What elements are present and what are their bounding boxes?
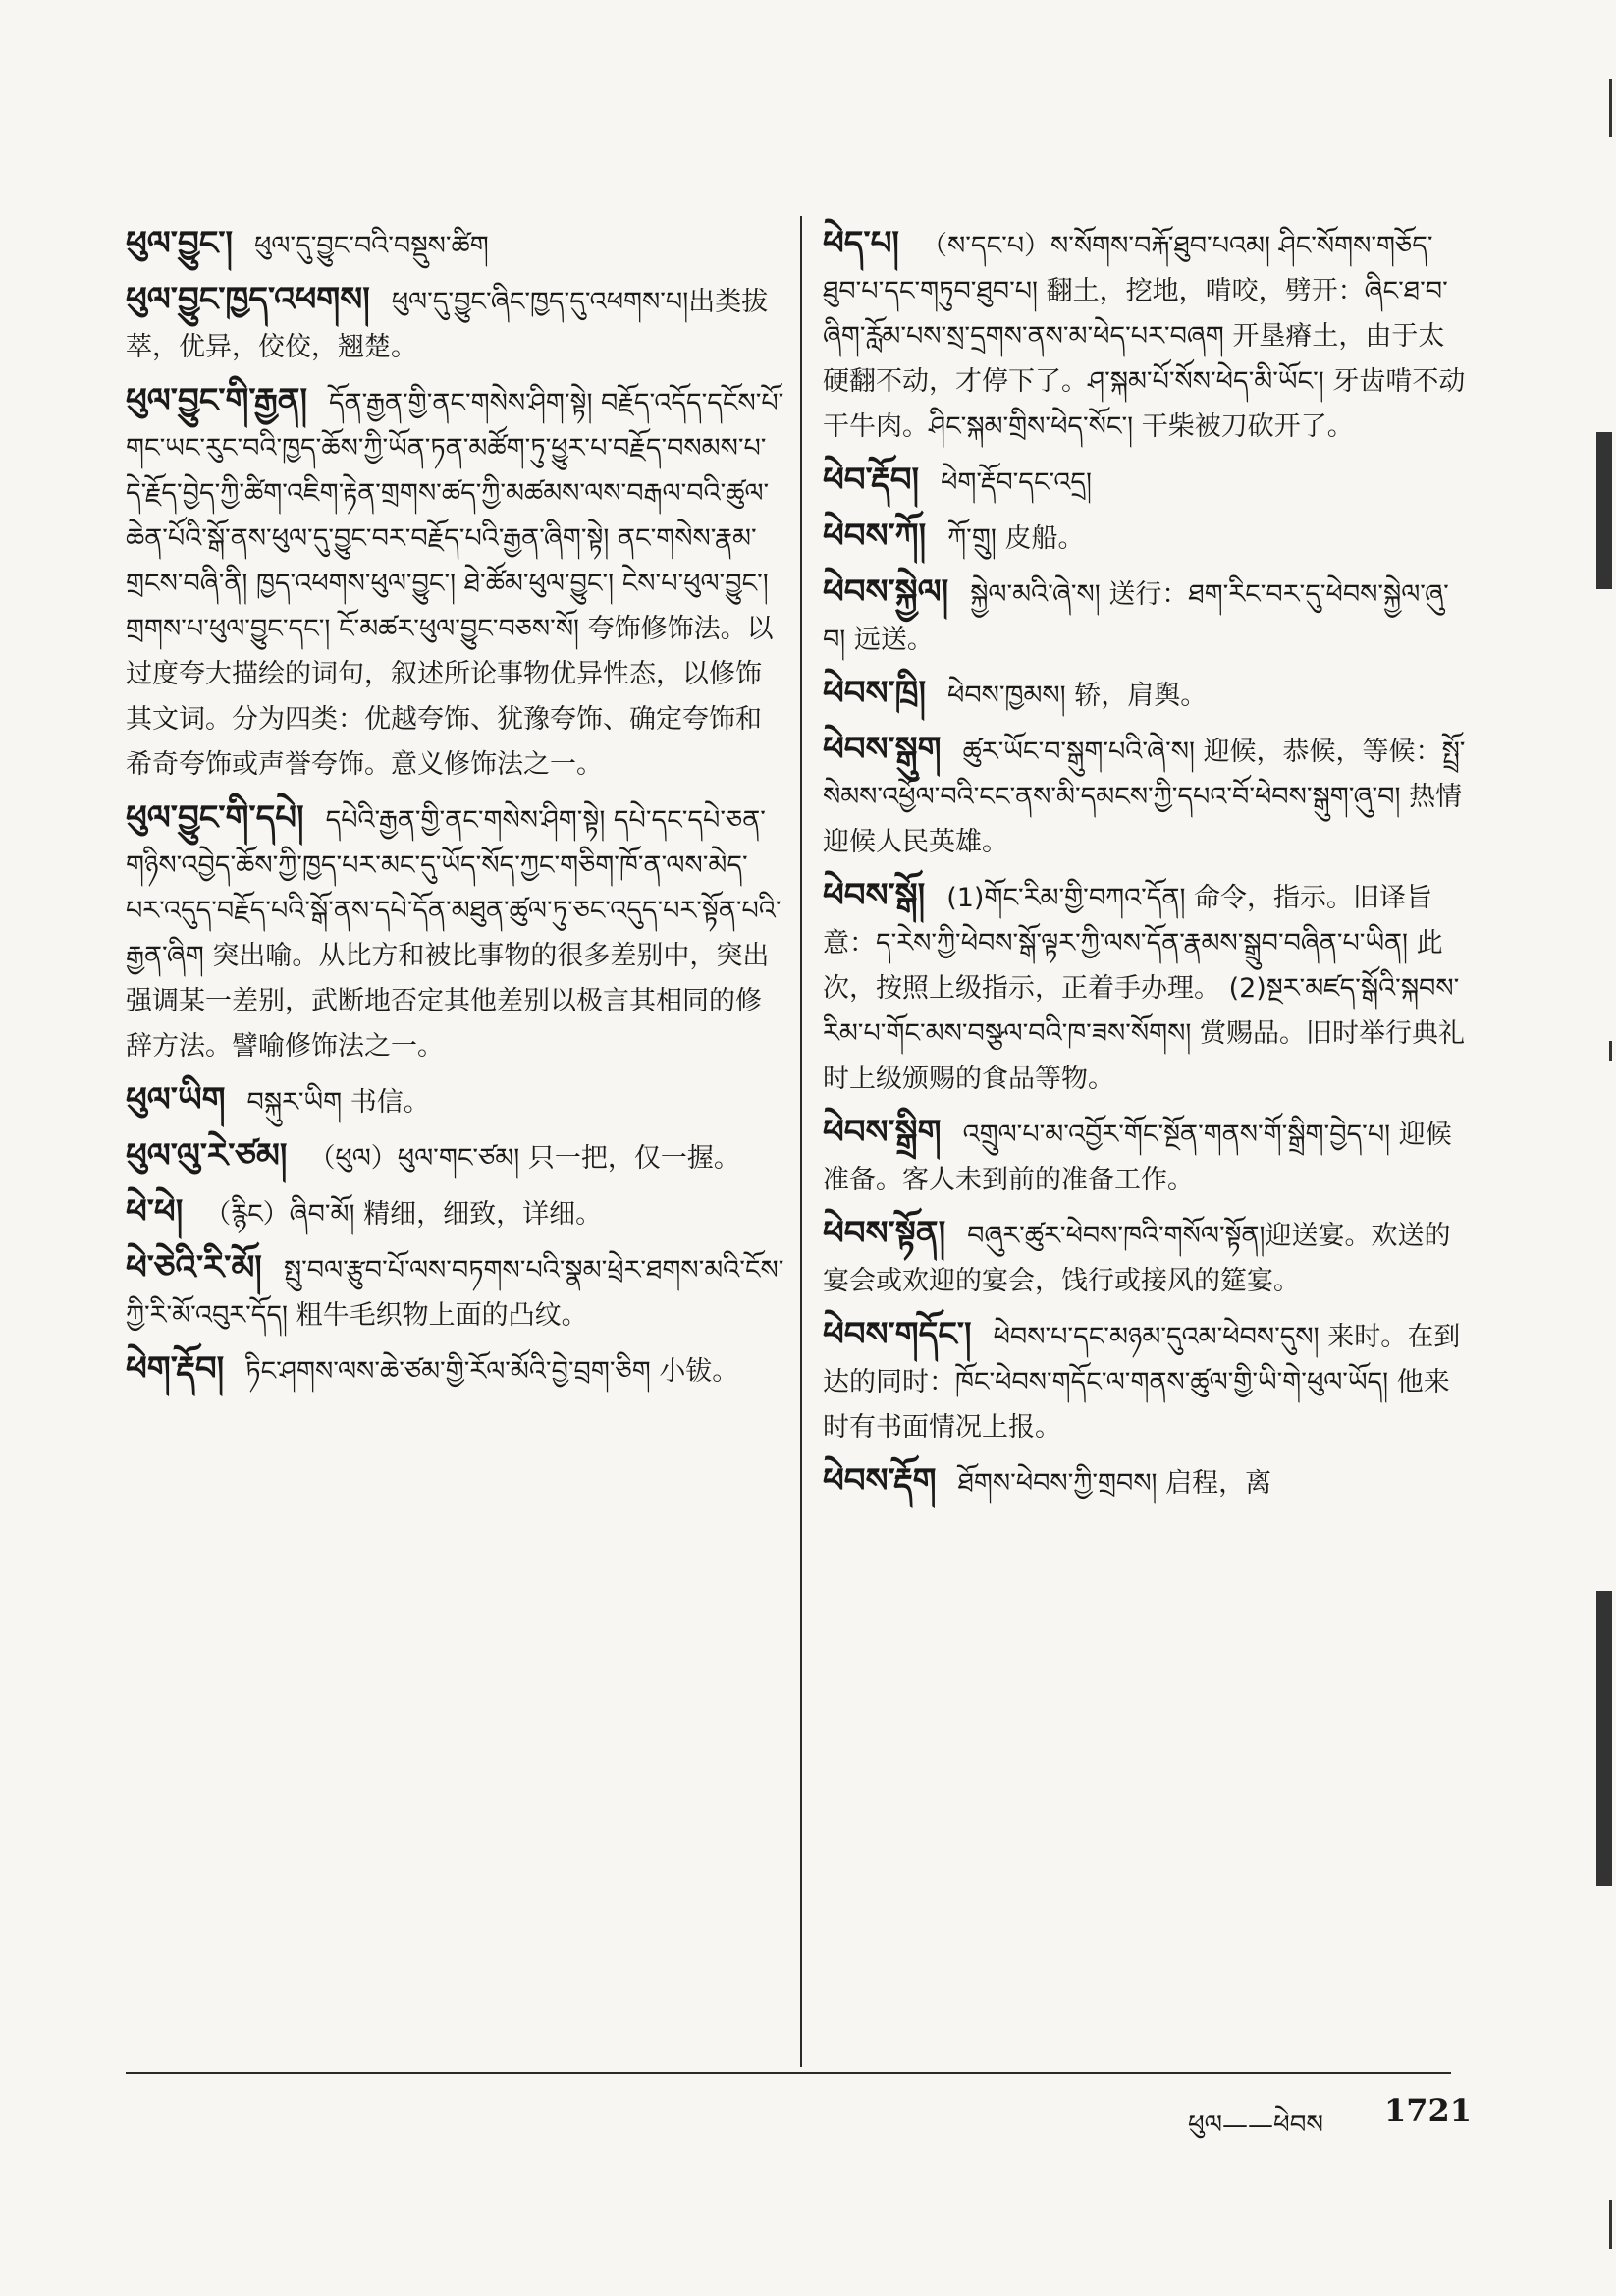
definition-chinese: 出类拔萃，优异，佼佼，翘楚。: [126, 287, 769, 362]
definition-chinese: 书信。: [350, 1087, 430, 1118]
example-chinese: 远送。: [853, 625, 934, 655]
page-number: 1721: [1384, 2092, 1473, 2129]
headword: ཕུལ་ལུ་རེ་ཙམ།: [126, 1136, 288, 1175]
definition-tibetan: ཕེག་རྡོབ་དང་འདྲ།: [941, 467, 1093, 498]
headword: ཕུལ་བྱུང་གི་དཔེ།: [126, 798, 304, 838]
entry: [823, 671, 1471, 719]
example-chinese: 他来时有书面情况上报。: [823, 1367, 1450, 1443]
definition-tibetan: ཕུལ་དུ་བྱུང་ཞིང་ཁྱད་དུ་འཕགས་པ།: [391, 287, 689, 317]
example-chinese: 此次，按照上级指示，正着手办理。: [823, 928, 1443, 1004]
headword: ཕེབས་རྡོག: [823, 1461, 937, 1501]
definition-chinese: 精细，细致，详细。: [363, 1199, 603, 1230]
example-chinese: 热情迎候人民英雄。: [823, 782, 1463, 857]
definition-tibetan: (1)གོང་རིམ་གྱི་བཀའ་དོན།: [946, 883, 1186, 913]
example-tibetan: ཤིང་སྐམ་གྲིས་ཕེད་སོང་།: [929, 411, 1134, 442]
definition-tibetan: ཏིང་ཤགས་ལས་ཆེ་ཙམ་གྱི་རོལ་མོའི་བྱེ་བྲག་ཅིག: [245, 1356, 651, 1387]
entry: [126, 221, 785, 269]
definition-chinese: 迎候，恭候，等候：: [1203, 737, 1442, 767]
headword: ཕེ་ཅེའི་རི་མོ།: [126, 1248, 262, 1287]
headword: ཕེབས་གདོང་།: [823, 1315, 972, 1354]
entry: [823, 570, 1471, 663]
edge-mark: [1596, 432, 1612, 589]
definition-tibetan: བསྐུར་ཡིག: [246, 1087, 343, 1118]
definition-tibetan: ཐོགས་ཕེབས་ཀྱི་གྲབས།: [957, 1468, 1158, 1499]
entry: [823, 1110, 1471, 1203]
entry: [823, 873, 1471, 1102]
example-chinese: 干柴被刀砍开了。: [1141, 411, 1354, 442]
definition-tibetan: འགྲུལ་པ་མ་འབྱོར་གོང་སྔོན་གནས་གོ་སྒྲིག་བྱེད་པ།: [962, 1120, 1391, 1150]
definition-chinese: 翻土，挖地，啃咬，劈开：: [1046, 276, 1365, 306]
definition-chinese: 夸饰修饰法。以过度夸大描绘的词句，叙述所论事物优异性态，以修饰其文词。分为四类：优越夸饰、犹豫夸饰、确定夸饰和希奇夸饰或声誉夸饰。意义修饰法之一。: [126, 614, 774, 780]
definition-chinese: 粗牛毛织物上面的凸纹。: [296, 1300, 588, 1331]
entry: [823, 1211, 1471, 1304]
definition-chinese: 突出喻。从比方和被比事物的很多差别中，突出强调某一差别，武断地否定其他差别以极言其相同的修辞方法。譬喻修饰法之一。: [126, 941, 770, 1062]
definition-chinese: 轿，肩舆。: [1074, 681, 1208, 711]
example-tibetan: ཞིང་ཐ་བ་ཞིག་རློམ་པས་སྲ་དྲགས་ནས་མ་ཕེད་པར་བཞག: [823, 276, 1448, 352]
headword: ཕེབས་སྒོ།: [823, 876, 926, 915]
headword: ཕེག་རྡོབ།: [126, 1349, 225, 1389]
headword: ཕེབ་རྡོབ།: [823, 461, 920, 500]
entry: [126, 1245, 785, 1339]
definition-chinese: 小钹。: [659, 1356, 739, 1387]
headword: ཕེད་པ།: [823, 224, 899, 263]
entry: [126, 378, 785, 788]
definition-tibetan: སྐྱེལ་མའི་ཞེ་ས།: [970, 579, 1101, 610]
definition-chinese: 迎候准备。客人未到前的准备工作。: [823, 1120, 1452, 1195]
definition-chinese: 送行：: [1108, 579, 1189, 610]
example-tibetan: སྤྲོ་སེམས་འཕྱོལ་བའི་ངང་ནས་མི་དམངས་ཀྱི་དཔའ་བོ་ཕེབས་སྒུག་ཞུ་བ།: [823, 737, 1466, 812]
edge-mark: [1609, 79, 1612, 137]
headword: ཕེབས་སྒུག: [823, 730, 942, 769]
headword: ཕུལ་བྱུང་ཁྱད་འཕགས།: [126, 280, 370, 319]
example-tibetan: ཁོང་ཕེབས་གདོང་ལ་གནས་ཚུལ་གྱི་ཡི་གེ་ཕུལ་ཡོད།: [955, 1367, 1389, 1397]
definition-tibetan: བཞུར་ཚུར་ཕེབས་ཁའི་གསོལ་སྟོན།: [967, 1221, 1266, 1251]
headword: ཕུལ་བྱུང་།: [126, 224, 234, 263]
example-tibetan: ཐག་རིང་བར་དུ་ཕེབས་སྐྱེལ་ཞུ་བ།: [823, 579, 1449, 655]
entry: [823, 221, 1471, 450]
entry: [126, 1077, 785, 1125]
definition-chinese: 迎送宴。欢送的宴会或欢迎的宴会，饯行或接风的筵宴。: [823, 1221, 1451, 1296]
scan-edge-marks: [1587, 59, 1616, 2259]
definition-tibetan: ཕེབས་པ་དང་མཉམ་དུའམ་ཕེབས་དུས།: [993, 1322, 1320, 1352]
entry: [823, 514, 1471, 562]
definition-tibetan: དཔེའི་རྒྱན་གྱི་ནང་གསེས་ཤིག་སྟེ། དཔེ་དང་དཔེ་ཅན་གཉིས་འབྱེད་ཆོས་ཀྱི་ཁྱད་པར་མང་དུ་ཡོད་སོད་ཀྱང་གཅིག་ཁོ་ན་ལས་མེད་པར་འདུད་བརྗོད་པའི་སྒོ་ནས་དཔེ་དོན་མཐུན་ཚུལ་ཏུ་ཅང་འདུད་པར་སྟོན་པའི་རྒྱན་ཞིག: [126, 805, 781, 971]
entry: [126, 277, 785, 370]
entry: [126, 795, 785, 1069]
definition-tibetan: （ཕུལ）ཕུལ་གང་ཙམ།: [308, 1143, 520, 1174]
definition-tibetan: སྤུ་བལ་རྩུབ་པོ་ལས་བཏགས་པའི་སྣམ་ཕྲེར་ཐགས་མའི་ངོས་ཀྱི་རི་མོ་འབུར་དོད།: [126, 1255, 784, 1331]
definition-chinese: 命令，指示。旧译旨意：: [823, 883, 1433, 958]
definition-tibetan: （རྙིང）ཞིབ་མོ།: [204, 1199, 355, 1230]
definition-tibetan: ཚུར་ཡོང་བ་སྒུག་པའི་ཞེ་ས།: [962, 737, 1195, 767]
entry: [126, 1346, 785, 1394]
entry: [823, 727, 1471, 865]
guide-words: ཕུལ——ཕེབས: [1188, 2110, 1323, 2140]
footer-rule: [126, 2072, 1451, 2074]
entry: [126, 1133, 785, 1181]
edge-mark: [1609, 2200, 1612, 2249]
example-tibetan: (2)སྔར་མཛད་སྒོའི་སྐབས་རིམ་པ་གོང་མས་བསྩལ་བའི་ཁ་ཟས་སོགས།: [823, 973, 1460, 1049]
entry: [823, 1458, 1471, 1506]
edge-mark: [1609, 1041, 1612, 1061]
headword: ཕུལ་བྱུང་གི་རྒྱན།: [126, 381, 308, 420]
headword: ཕེབས་སྐྱེལ།: [823, 573, 949, 612]
entry: [823, 1312, 1471, 1450]
left-column: [126, 221, 785, 1402]
entry: [823, 458, 1471, 506]
definition-chinese: 只一把，仅一握。: [527, 1143, 740, 1174]
definition-chinese: 启程，离: [1165, 1468, 1272, 1499]
example-tibetan: ཤ་སྐམ་པོ་སོས་ཕེད་མི་ཡོང་།: [1088, 366, 1324, 397]
definition-chinese: 来时。在到达的同时：: [823, 1322, 1461, 1397]
headword: ཕེབས་ཁྲི།: [823, 674, 927, 713]
example-chinese: 开垦瘠土，由于太硬翻不动，才停下了。: [823, 321, 1445, 397]
definition-tibetan: དོན་རྒྱན་གྱི་ནང་གསེས་ཤིག་སྟེ། བརྗོད་འདོད་དངོས་པོ་གང་ཡང་རུང་བའི་ཁྱད་ཆོས་ཀྱི་ཡོན་ཏན་མཚོག་ཏུ་ཕྱུར་པ་བརྗོད་བསམས་པ་དེ་རྗོད་བྱེད་ཀྱི་ཚིག་འཇིག་རྟེན་གྲགས་ཚད་ཀྱི་མཚམས་ལས་བརྒལ་བའི་ཚུལ་ཆེན་པོའི་སྒོ་ནས་ཕུལ་དུ་བྱུང་བར་བརྗོད་པའི་རྒྱན་ཞིག་སྟེ། ནང་གསེས་རྣམ་གྲངས་བཞི་ནི། ཁྱད་འཕགས་ཕུལ་བྱུང་། ཐེ་ཚོམ་ཕུལ་བྱུང་། ངེས་པ་ཕུལ་བྱུང་། གྲགས་པ་ཕུལ་བྱུང་དང་། ངོ་མཚར་ཕུལ་བྱུང་བཅས་སོ།: [126, 388, 784, 644]
headword: ཕེབས་སྟོན།: [823, 1214, 946, 1253]
right-column: [823, 221, 1471, 1514]
definition-tibetan: （ས་དང་པ）ས་སོགས་བརྐོ་ཐུབ་པའམ། ཤིང་སོགས་གཅོད་ཐུབ་པ་དང་གཏུབ་ཐུབ་པ།: [823, 231, 1433, 306]
definition-chinese: 皮船。: [1004, 523, 1085, 554]
headword: ཕེབས་སྒྲིག: [823, 1113, 942, 1152]
headword: ཕེབས་ཀོ།: [823, 517, 927, 556]
headword: ཕེ་ཕེ།: [126, 1192, 184, 1231]
edge-mark: [1596, 1591, 1612, 1886]
headword: ཕུལ་ཡིག: [126, 1080, 226, 1120]
definition-tibetan: ཕེབས་ཁྱམས།: [947, 681, 1066, 711]
example-chinese: 牙齿啃不动干牛肉。: [823, 366, 1466, 442]
entry: [126, 1189, 785, 1237]
column-divider: [800, 216, 802, 2067]
definition-tibetan: ཕུལ་དུ་བྱུང་བའི་བསྡུས་ཚིག: [254, 231, 489, 261]
example-chinese: 赏赐品。旧时举行典礼时上级颁赐的食品等物。: [823, 1018, 1465, 1094]
definition-tibetan: ཀོ་གྲུ།: [947, 523, 997, 554]
example-tibetan: ད་རེས་ཀྱི་ཕེབས་སྒོ་ལྟར་ཀྱི་ལས་དོན་རྣམས་སྒྲུབ་བཞིན་པ་ཡིན།: [876, 928, 1409, 958]
